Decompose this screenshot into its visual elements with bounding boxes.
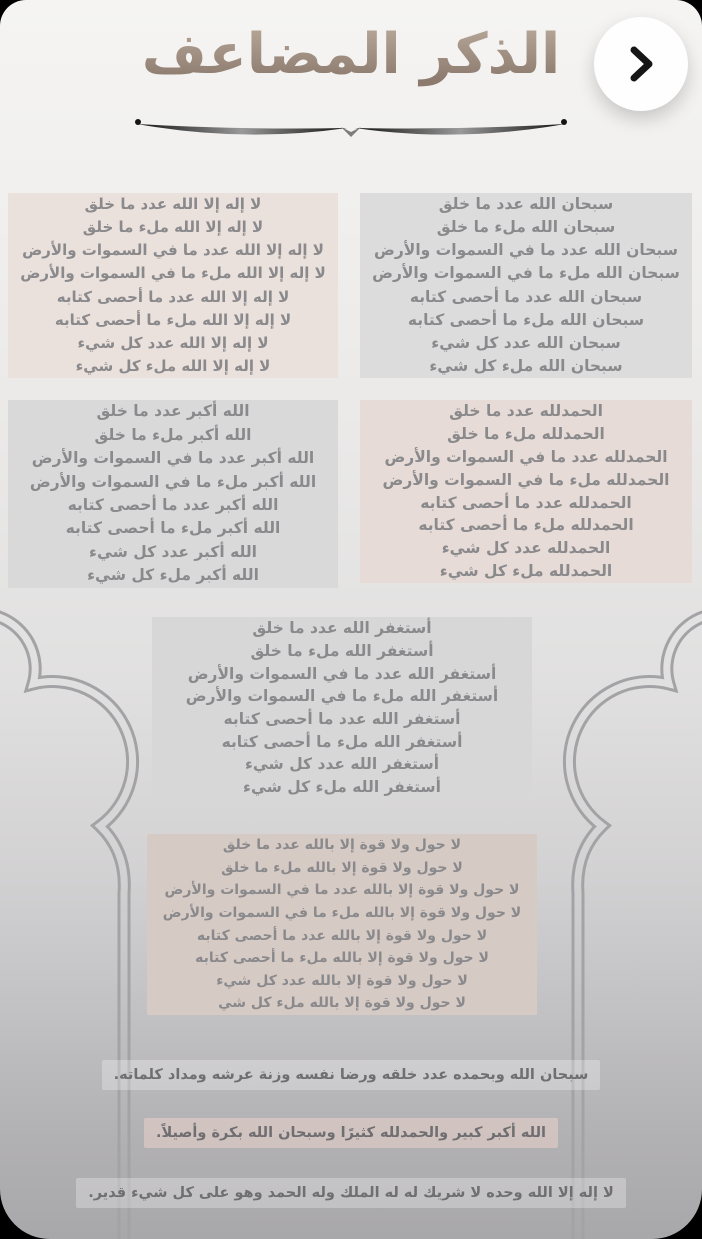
footer-line-text: الله أكبر كبير والحمدلله كثيرًا وسبحان الله بكرة وأصيلاً.: [144, 1118, 558, 1148]
dhikr-line: أستغفر الله عدد ما خلق: [252, 619, 432, 638]
title-flourish-icon: [131, 109, 571, 145]
dhikr-block-tahmid: [360, 400, 692, 583]
dhikr-line: لا إله إلا الله عدد ما في السموات والأرض: [22, 241, 324, 260]
dhikr-line: أستغفر الله عدد ما في السموات والأرض: [187, 664, 497, 683]
dhikr-line: أستغفر الله ملء كل شيء: [243, 778, 441, 797]
dhikr-line: الحمدلله ملء ما خلق: [447, 425, 605, 444]
dhikr-line: لا حول ولا قوة إلا بالله ملء ما خلق: [221, 859, 463, 876]
dhikr-line: الحمدلله ملء ما في السموات والأرض: [382, 470, 670, 489]
dhikr-line: سبحان الله ملء ما أحصى كتابه: [407, 310, 645, 329]
dhikr-line: أستغفر الله عدد كل شيء: [244, 755, 440, 774]
dhikr-line: سبحان الله ملء ما في السموات والأرض: [372, 264, 680, 283]
footer-line-text: لا إله إلا الله وحده لا شريك له له الملك وله الحمد وهو على كل شيء قدير.: [76, 1178, 626, 1208]
dhikr-line: الله أكبر ملء كل شيء: [87, 566, 259, 585]
dhikr-line: لا حول ولا قوة إلا بالله ملء ما في السموات والأرض: [162, 904, 522, 921]
dhikr-line: الحمدلله عدد ما في السموات والأرض: [384, 447, 668, 466]
chevron-right-icon: [618, 41, 664, 87]
dhikr-line: الله أكبر ملء ما في السموات والأرض: [29, 472, 317, 491]
dhikr-line: سبحان الله عدد ما أحصى كتابه: [409, 287, 643, 306]
dhikr-line: الله أكبر ملء ما خلق: [94, 425, 252, 444]
dhikr-line: أستغفر الله عدد ما أحصى كتابه: [223, 710, 461, 728]
dhikr-line: لا حول ولا قوة إلا بالله ملء ما أحصى كتابه: [195, 950, 489, 967]
dhikr-line: أستغفر الله ملء ما خلق: [250, 641, 434, 660]
next-button[interactable]: [594, 17, 688, 111]
dhikr-line: لا حول ولا قوة إلا بالله ملء كل شي: [218, 995, 466, 1012]
dhikr-line: لا إله إلا الله ملء كل شيء: [75, 356, 271, 375]
dhikr-line: الله أكبر عدد ما خلق: [96, 402, 250, 421]
dhikr-line: الله أكبر عدد كل شيء: [89, 542, 257, 561]
dhikr-block-istighfar: [152, 617, 532, 799]
dhikr-line: سبحان الله ملء كل شيء: [429, 356, 623, 375]
dhikr-block-tasbih: [360, 193, 692, 378]
dhikr-line: الله أكبر عدد ما أحصى كتابه: [67, 496, 279, 514]
dhikr-line: لا إله إلا الله ملء ما خلق: [82, 218, 264, 237]
dhikr-line: لا حول ولا قوة إلا بالله عدد ما في السموات والأرض: [164, 882, 520, 899]
dhikr-line: لا إله إلا الله عدد كل شيء: [77, 333, 269, 352]
dhikr-line: سبحان الله ملء ما خلق: [436, 218, 616, 237]
dhikr-line: الحمدلله ملء ما أحصى كتابه: [418, 516, 634, 535]
dhikr-line: سبحان الله عدد كل شيء: [431, 333, 621, 352]
dhikr-line: أستغفر الله ملء ما أحصى كتابه: [221, 732, 463, 751]
footer-line-takbir-kabir: [0, 1118, 702, 1148]
dhikr-line: سبحان الله عدد ما خلق: [438, 195, 614, 214]
dhikr-line: لا حول ولا قوة إلا بالله عدد كل شيء: [216, 972, 468, 989]
dhikr-line: سبحان الله عدد ما في السموات والأرض: [374, 241, 678, 260]
dhikr-line: لا إله إلا الله ملء ما أحصى كتابه: [54, 310, 292, 329]
footer-line-text: سبحان الله وبحمده عدد خلقه ورضا نفسه وزنة عرشه ومداد كلماته.: [102, 1060, 601, 1090]
dhikr-line: الحمدلله عدد ما أحصى كتابه: [420, 493, 632, 512]
dhikr-line: لا إله إلا الله ملء ما في السموات والأرض: [20, 264, 326, 283]
dhikr-line: الحمدلله عدد كل شيء: [441, 539, 611, 558]
dhikr-line: الله أكبر ملء ما أحصى كتابه: [65, 519, 281, 538]
dhikr-line: الله أكبر عدد ما في السموات والأرض: [31, 449, 315, 468]
dhikr-line: لا إله إلا الله عدد ما أحصى كتابه: [56, 287, 290, 306]
dhikr-line: لا حول ولا قوة إلا بالله عدد ما خلق: [222, 837, 462, 854]
dhikr-line: الحمدلله عدد ما خلق: [449, 402, 603, 421]
dhikr-line: أستغفر الله ملء ما في السموات والأرض: [185, 687, 499, 706]
dhikr-line: لا إله إلا الله عدد ما خلق: [84, 195, 262, 214]
dhikr-line: لا حول ولا قوة إلا بالله عدد ما أحصى كتابه: [196, 927, 488, 944]
dhikr-block-takbir: [8, 400, 338, 588]
footer-line-tahlil-mulk: [0, 1178, 702, 1208]
footer-line-tasbih-azeem: [0, 1060, 702, 1090]
dhikr-block-hawqala: [147, 834, 537, 1015]
dhikr-line: الحمدلله ملء كل شيء: [439, 561, 613, 580]
dhikr-block-tahlil: [8, 193, 338, 378]
page-title: الذكر المضاعف: [0, 22, 702, 87]
